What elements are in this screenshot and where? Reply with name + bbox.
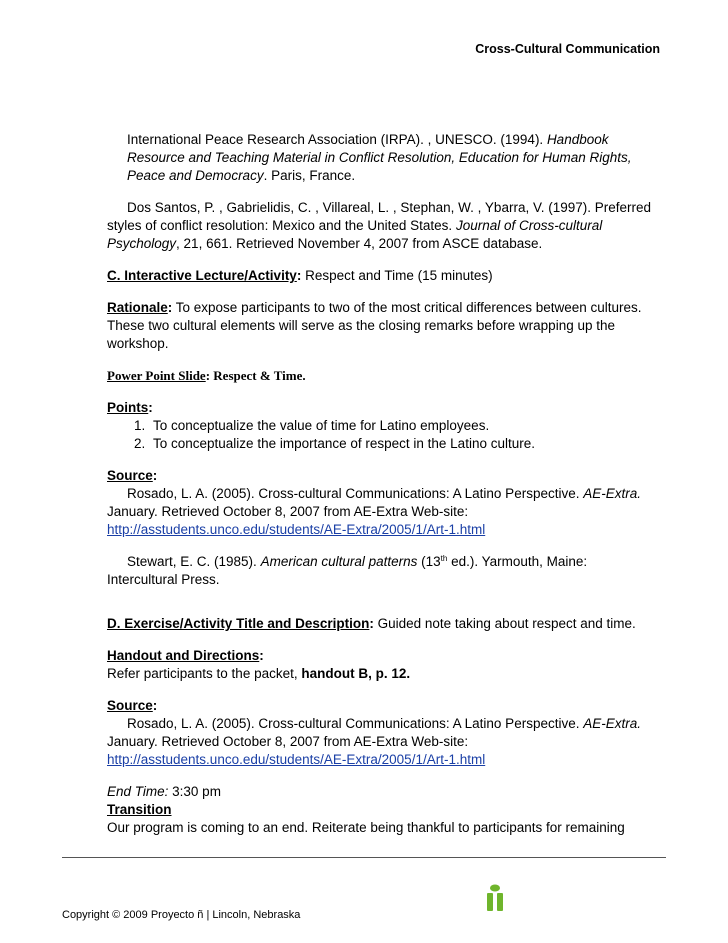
reference-rosado-2: Rosado, L. A. (2005). Cross-cultural Communications: A Latino Perspective. AE-Extra. January. Retrieved October 8, 2007 from AE-Extra Web-site: (107, 716, 641, 749)
footer-divider (62, 857, 666, 858)
source-label: Source (107, 698, 153, 713)
end-time: End Time: 3:30 pm (107, 784, 221, 799)
source-2: Source: (107, 698, 158, 713)
reference-dos-santos: Dos Santos, P. , Gabrielidis, C. , Villareal, L. , Stephan, W. , Ybarra, V. (1997). Preferred styles of conflict resolution: Mexico and the United States. Journal of Cross-cultural Psychology, 21, 661. Retrieved November 4, 2007 from ASCE database. (107, 200, 652, 251)
page-body (107, 131, 655, 837)
section-c: C. Interactive Lecture/Activity: Respect and Time (15 minutes) (107, 268, 493, 283)
handout: Handout and Directions: (107, 648, 264, 663)
transition-label: Transition (107, 802, 172, 817)
points-list (107, 417, 655, 453)
transition (107, 801, 655, 819)
ae-extra-link-2[interactable]: http://asstudents.unco.edu/students/AE-Extra/2005/1/Art-1.html (107, 752, 486, 767)
power-point-slide: Power Point Slide: Respect & Time. (107, 368, 306, 383)
list-item: 2. To conceptualize the importance of respect in the Latino culture. (149, 435, 655, 453)
points-label: Points (107, 400, 149, 415)
slide-label: Power Point Slide (107, 368, 206, 383)
reference-stewart: Stewart, E. C. (1985). American cultural patterns (13th ed.). Yarmouth, Maine: Intercultural Press. (107, 554, 588, 587)
ae-extra-link[interactable]: http://asstudents.unco.edu/students/AE-Extra/2005/1/Art-1.html (107, 522, 486, 537)
section-d: D. Exercise/Activity Title and Description: Guided note taking about respect and time. (107, 616, 636, 631)
section-c-heading: C. Interactive Lecture/Activity (107, 268, 297, 283)
reference-irpa: International Peace Research Association (IRPA). , UNESCO. (1994). Handbook Resource and Teaching Material in Conflict Resolution, Education for Human Rights, Peace and Democracy. Paris, France. (127, 132, 632, 183)
transition-text: Our program is coming to an end. Reiterate being thankful to participants for remaining (107, 820, 625, 835)
footer-copyright: Copyright © 2009 Proyecto ñ | Lincoln, Nebraska (62, 909, 301, 921)
rationale-label: Rationale (107, 300, 168, 315)
source-label: Source (107, 468, 153, 483)
handout-label: Handout and Directions (107, 648, 260, 663)
rationale: Rationale: To expose participants to two of the most critical differences between cultures. These two cultural elements will serve as the closing remarks before wrapping up the workshop. (107, 300, 642, 351)
list-item: 1. To conceptualize the value of time for Latino employees. (149, 417, 655, 435)
end-time-label: End Time: (107, 784, 169, 799)
leaf-logo-icon (486, 884, 504, 912)
section-d-heading: D. Exercise/Activity Title and Description (107, 616, 370, 631)
reference-rosado: Rosado, L. A. (2005). Cross-cultural Communications: A Latino Perspective. AE-Extra. January. Retrieved October 8, 2007 from AE-Extra Web-site: (107, 486, 641, 519)
running-header: Cross-Cultural Communication (475, 42, 660, 56)
source-1: Source: (107, 468, 158, 483)
points: Points: (107, 400, 153, 415)
handout-text: Refer participants to the packet, handout B, p. 12. (107, 666, 411, 681)
